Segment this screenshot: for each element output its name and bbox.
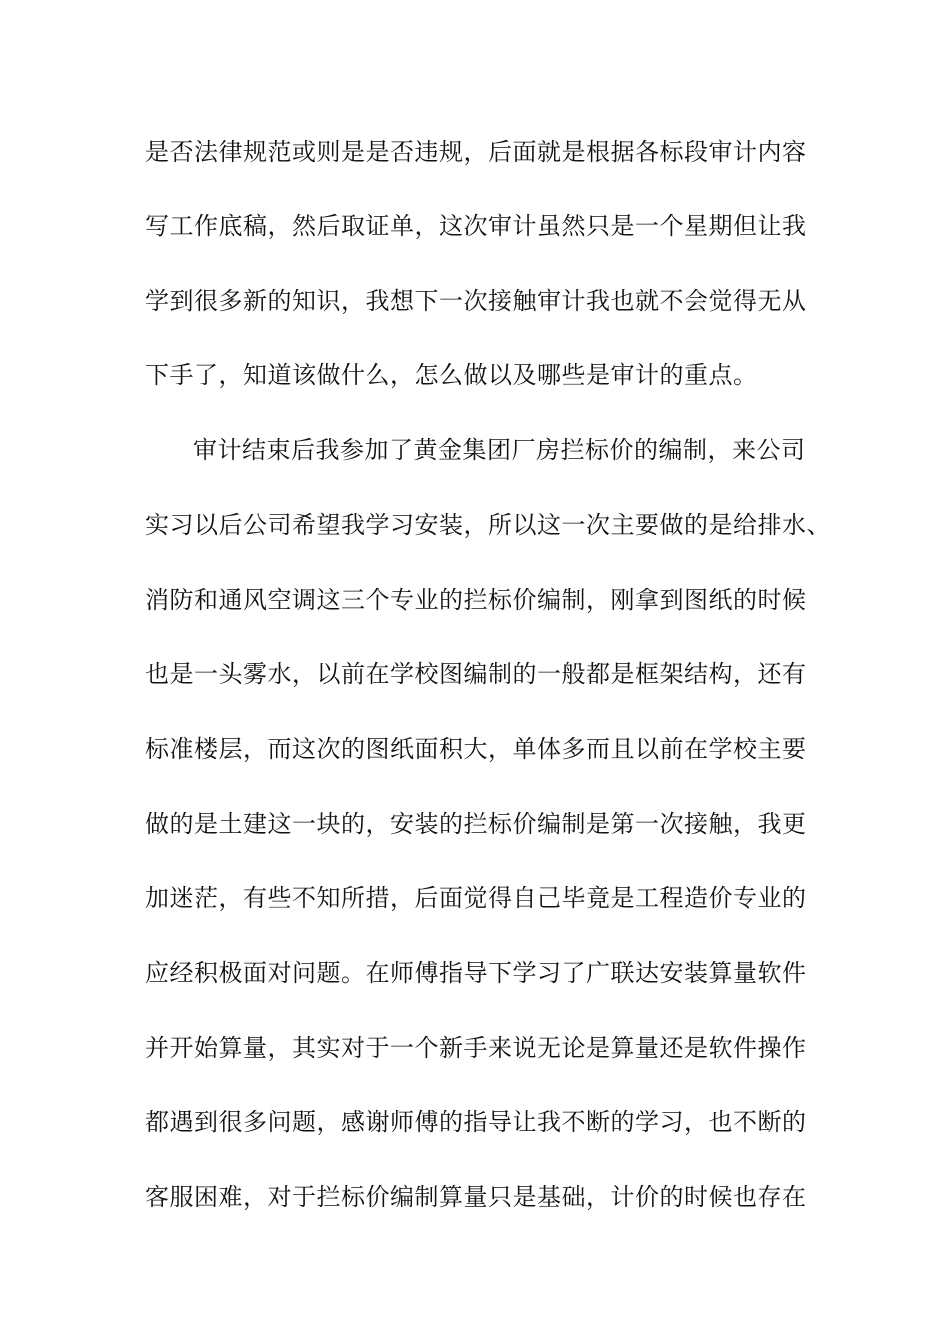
text-line: 并开始算量，其实对于一个新手来说无论是算量还是软件操作 [145,1034,807,1062]
text-line: 消防和通风空调这三个专业的拦标价编制，刚拿到图纸的时候 [145,586,807,614]
text-line: 加迷茫，有些不知所措，后面觉得自己毕竟是工程造价专业的 [145,884,807,912]
text-line: 实习以后公司希望我学习安装，所以这一次主要做的是给排水、 [145,511,831,539]
text-line: 也是一头雾水，以前在学校图编制的一般都是框架结构，还有 [145,660,807,688]
text-line: 写工作底稿，然后取证单，这次审计虽然只是一个星期但让我 [145,212,807,240]
paragraph-first-line: 审计结束后我参加了黄金集团厂房拦标价的编制，来公司 [193,436,806,464]
text-line: 客服困难，对于拦标价编制算量只是基础，计价的时候也存在 [145,1183,807,1211]
text-line: 下手了，知道该做什么，怎么做以及哪些是审计的重点。 [145,361,758,389]
text-line: 应经积极面对问题。在师傅指导下学习了广联达安装算量软件 [145,959,807,987]
text-line: 标准楼层，而这次的图纸面积大，单体多而且以前在学校主要 [145,735,807,763]
text-line: 学到很多新的知识，我想下一次接触审计我也就不会觉得无从 [145,287,807,315]
text-line: 是否法律规范或则是是否违规，后面就是根据各标段审计内容 [145,138,807,166]
text-line: 做的是土建这一块的，安装的拦标价编制是第一次接触，我更 [145,810,807,838]
text-line: 都遇到很多问题，感谢师傅的指导让我不断的学习，也不断的 [145,1108,807,1136]
